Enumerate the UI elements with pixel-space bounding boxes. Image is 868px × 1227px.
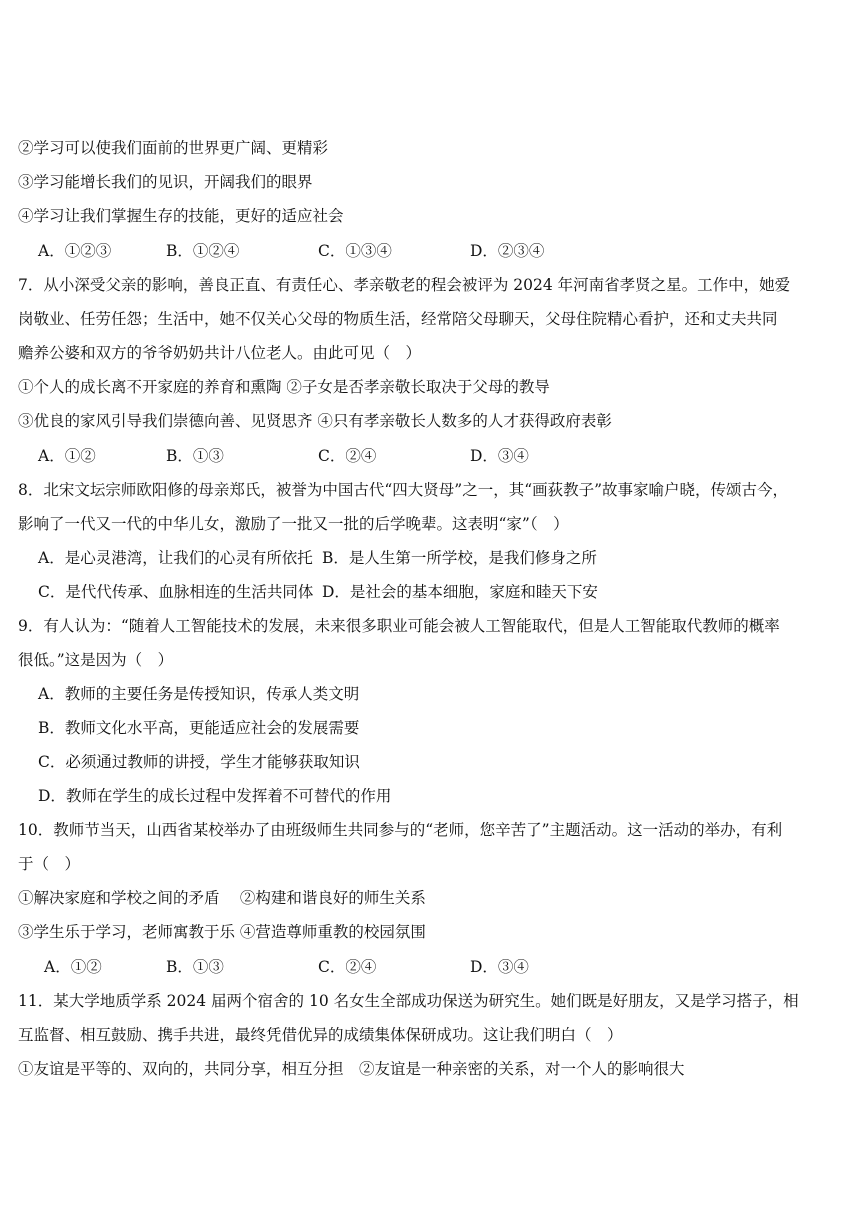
- q11-stem-line-1: 11．某大学地质学系 2024 届两个宿舍的 10 名女生全部成功保送为研究生。她们既是好朋友，又是学习搭子，相: [18, 992, 799, 1010]
- q6-statement-3: ③学习能增长我们的见识，开阔我们的眼界: [18, 173, 313, 191]
- q10-statements-line-1: ①解决家庭和学校之间的矛盾 ②构建和谐良好的师生关系: [18, 889, 426, 907]
- q9-option-b: B．教师文化水平高，更能适应社会的发展需要: [38, 719, 360, 737]
- q8-option-a: A．是心灵港湾，让我们的心灵有所依托: [38, 549, 313, 567]
- q6-option-d: D．②③④: [470, 242, 545, 260]
- q7-option-a: A．①②: [38, 447, 96, 465]
- q10-option-b: B．①③: [166, 958, 224, 976]
- q9-stem-line-1: 9．有人认为：“随着人工智能技术的发展，未来很多职业可能会被人工智能取代，但是人工智能取代教师的概率: [18, 617, 780, 635]
- q11-stem-line-2: 互监督、相互鼓励、携手共进，最终凭借优异的成绩集体保研成功。这让我们明白（ ）: [18, 1026, 623, 1044]
- q6-statement-2: ②学习可以使我们面前的世界更广阔、更精彩: [18, 139, 329, 157]
- q7-option-c: C．②④: [318, 447, 377, 465]
- q7-statements-line-1: ①个人的成长离不开家庭的养育和熏陶 ②子女是否孝亲敬长取决于父母的教导: [18, 378, 550, 396]
- q10-stem-line-1: 10．教师节当天，山西省某校举办了由班级师生共同参与的“老师，您辛苦了”主题活动。这一活动的举办，有利: [18, 821, 783, 839]
- q7-stem-line-2: 岗敬业、任劳任怨；生活中，她不仅关心父母的物质生活，经常陪父母聊天，父母住院精心看护，还和丈夫共同: [18, 310, 778, 328]
- q10-statements-line-2: ③学生乐于学习，老师寓教于乐 ④营造尊师重教的校园氛围: [18, 923, 426, 941]
- q10-option-c: C．②④: [318, 958, 377, 976]
- q10-stem-line-2: 于（ ）: [18, 855, 81, 873]
- q8-stem-line-1: 8．北宋文坛宗师欧阳修的母亲郑氏，被誉为中国古代“四大贤母”之一，其“画荻教子”故事家喻户晓，传颂古今，: [18, 481, 789, 499]
- q6-option-b: B．①②④: [166, 242, 240, 260]
- q8-option-b: B．是人生第一所学校，是我们修身之所: [322, 549, 597, 567]
- q9-option-a: A．教师的主要任务是传授知识，传承人类文明: [38, 685, 360, 703]
- q8-stem-line-2: 影响了一代又一代的中华儿女，激励了一批又一批的后学晚辈。这表明“家”（ ）: [18, 515, 569, 533]
- q9-stem-line-2: 很低。”这是因为（ ）: [18, 651, 174, 669]
- q10-option-d: D．③④: [470, 958, 529, 976]
- q7-option-b: B．①③: [166, 447, 224, 465]
- q7-option-d: D．③④: [470, 447, 529, 465]
- q9-option-c: C．必须通过教师的讲授，学生才能够获取知识: [38, 753, 360, 771]
- q9-option-d: D．教师在学生的成长过程中发挥着不可替代的作用: [38, 787, 392, 805]
- q6-option-c: C．①③④: [318, 242, 392, 260]
- q11-statements-line-1: ①友谊是平等的、双向的，共同分享，相互分担 ②友谊是一种亲密的关系，对一个人的影响很大: [18, 1060, 685, 1078]
- q6-option-a: A．①②③: [38, 242, 112, 260]
- q10-option-a: A．①②: [44, 958, 102, 976]
- q8-option-d: D．是社会的基本细胞，家庭和睦天下安: [322, 583, 598, 601]
- q6-statement-4: ④学习让我们掌握生存的技能，更好的适应社会: [18, 207, 344, 225]
- q7-stem-line-1: 7．从小深受父亲的影响，善良正直、有责任心、孝亲敬老的程会被评为 2024 年河南省孝贤之星。工作中，她爱: [18, 276, 791, 294]
- q7-statements-line-2: ③优良的家风引导我们崇德向善、见贤思齐 ④只有孝亲敬长人数多的人才获得政府表彰: [18, 412, 612, 430]
- q8-option-c: C．是代代传承、血脉相连的生活共同体: [38, 583, 314, 601]
- q7-stem-line-3: 赡养公婆和双方的爷爷奶奶共计八位老人。由此可见（ ）: [18, 344, 422, 362]
